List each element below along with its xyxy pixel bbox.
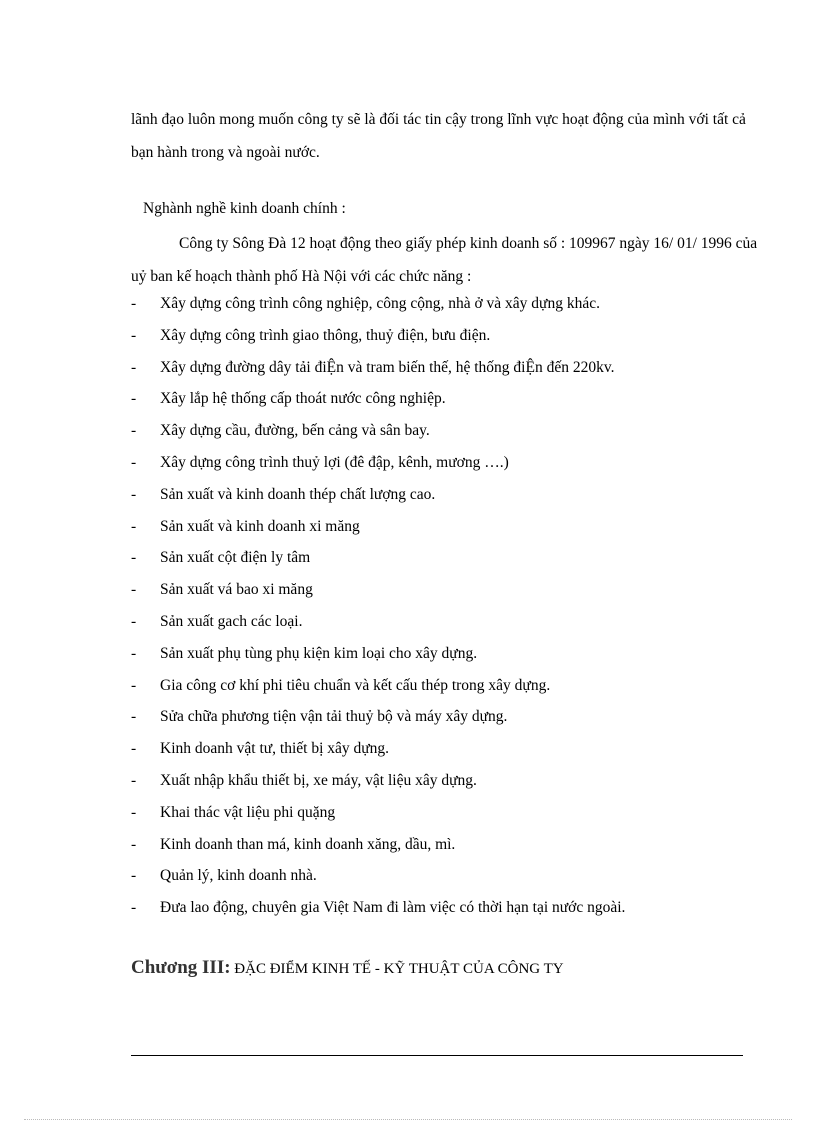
bullet-dash: - [131,390,137,408]
business-description-text: Công ty Sông Đà 12 hoạt động theo giấy phép kinh doanh số : 109967 ngày 16/ 01/ 1996 của uỷ ban kế hoạch thành phố Hà Nội với các chức năng : [131,235,758,285]
bullet-dash: - [131,612,137,630]
list-item [131,892,751,924]
list-item [131,574,751,606]
list-item [131,542,751,574]
bullet-dash: - [131,517,137,535]
list-item-text: Xây dựng công trình công nghiệp, công cộng, nhà ở và xây dựng khác. [160,295,600,312]
list-item-text: Xây dựng cầu, đường, bến cảng và sân bay. [160,422,430,440]
bullet-dash: - [131,803,137,821]
bullet-dash: - [131,740,137,758]
list-item-text: Sản xuất vá bao xi măng [160,581,313,599]
list-item [131,479,751,511]
list-item-text: Sửa chữa phương tiện vận tải thuỷ bộ và máy xây dựng. [160,708,508,726]
list-item [131,320,751,352]
list-item [131,511,751,543]
list-item-text: Quản lý, kinh doanh nhà. [160,867,317,885]
list-item [131,733,751,765]
bullet-dash: - [131,295,137,312]
list-item-text: Kinh doanh than má, kinh doanh xăng, dầu, mì. [160,835,456,853]
list-item-text: Sản xuất và kinh doanh xi măng [160,517,360,535]
list-item-text: Khai thác vật liệu phi quặng [160,803,336,821]
chapter-heading [131,953,564,984]
bullet-dash: - [131,676,137,694]
list-item-text: Gia công cơ khí phi tiêu chuẩn và kết cấu thép trong xây dựng. [160,676,551,694]
list-item [131,797,751,829]
list-item-text: Sản xuất gach các loại. [160,612,303,630]
bullet-dash: - [131,485,137,503]
list-item [131,638,751,670]
list-item [131,383,751,415]
bullet-dash: - [131,581,137,599]
bullet-dash: - [131,644,137,662]
bullet-dash: - [131,899,137,917]
business-functions-list [131,288,751,924]
page-bottom-edge [24,1119,792,1120]
chapter-label: Chương III: [131,957,231,978]
list-item-text: Xuất nhập khẩu thiết bị, xe máy, vật liệu xây dựng. [160,771,477,789]
intro-paragraph: lãnh đạo luôn mong muốn công ty sẽ là đối tác tin cậy trong lĩnh vực hoạt động của mình với tất cả bạn hành trong và ngoài nước. [131,111,746,161]
list-item [131,860,751,892]
list-item-text: Kinh doanh vật tư, thiết bị xây dựng. [160,740,390,758]
bullet-dash: - [131,549,137,567]
bullet-dash: - [131,771,137,789]
bullet-dash: - [131,867,137,885]
list-item [131,447,751,479]
list-item-text: Sản xuất phụ tùng phụ kiện kim loại cho xây dựng. [160,644,478,662]
list-item [131,765,751,797]
bullet-dash: - [131,422,137,440]
list-item [131,701,751,733]
list-item-text: Xây dựng đường dây tải điỆn và tram biến thế, hệ thống điỆn đến 220kv. [160,358,615,376]
footer-divider [131,1055,743,1056]
list-item-text: Xây dựng công trình giao thông, thuỷ điện, bưu điện. [160,326,491,344]
bullet-dash: - [131,453,137,471]
bullet-dash: - [131,326,137,344]
list-item-text: Xây lắp hệ thống cấp thoát nước công nghiệp. [160,390,446,408]
list-item [131,829,751,861]
list-item [131,415,751,447]
business-description [131,227,771,293]
bullet-dash: - [131,358,137,376]
chapter-title: ĐẶC ĐIỂM KINH TẾ - KỸ THUẬT CỦA CÔNG TY [230,961,564,977]
list-item-text: Sản xuất và kinh doanh thép chất lượng cao. [160,485,436,503]
business-heading: Nghành nghề kinh doanh chính : [143,200,346,217]
list-item [131,352,751,384]
list-item-text: Đưa lao động, chuyên gia Việt Nam đi làm việc có thời hạn tại nước ngoài. [160,899,626,917]
list-item [131,288,751,320]
list-item-text: Sản xuất cột điện ly tâm [160,549,311,567]
bullet-dash: - [131,708,137,726]
list-item [131,606,751,638]
list-item [131,670,751,702]
list-item-text: Xây dựng công trình thuỷ lợi (đê đập, kênh, mương ….) [160,453,509,471]
bullet-dash: - [131,835,137,853]
